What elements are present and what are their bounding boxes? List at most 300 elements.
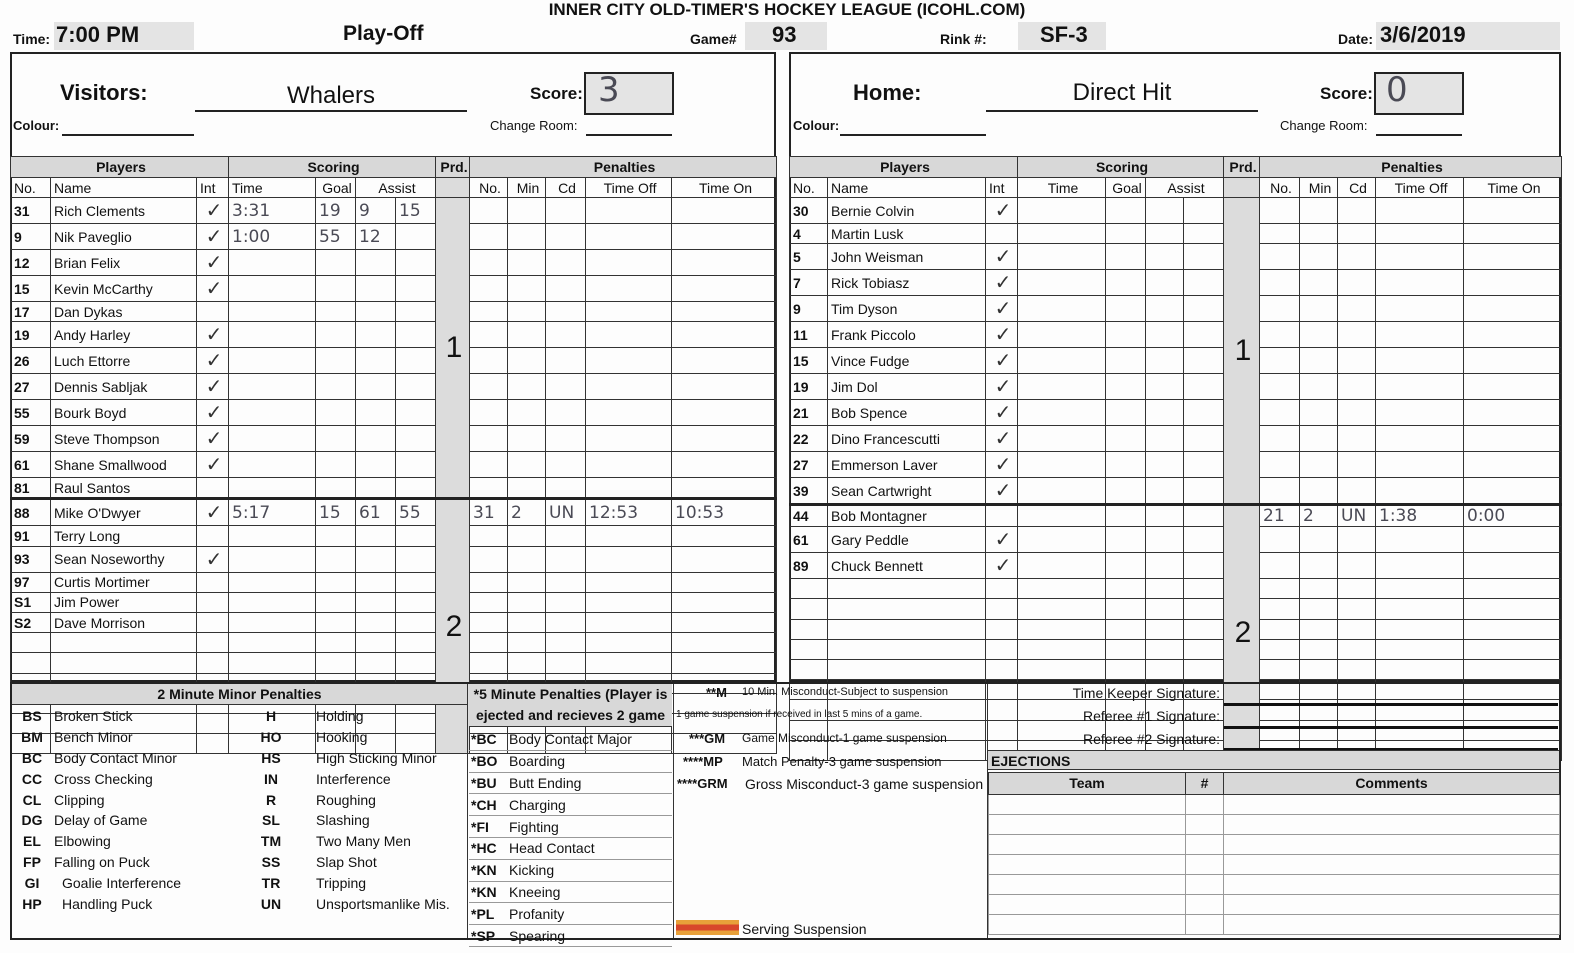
goal-scorer[interactable]	[316, 400, 356, 426]
penalty-minutes[interactable]	[1300, 244, 1338, 270]
penalty-minutes[interactable]	[508, 612, 546, 632]
penalty-minutes[interactable]	[508, 276, 546, 302]
penalty-time-on[interactable]	[1464, 374, 1562, 400]
penalty-time-off[interactable]	[1376, 270, 1464, 296]
penalty-minutes[interactable]	[508, 250, 546, 276]
assist-1[interactable]	[1146, 270, 1184, 296]
assist-1[interactable]	[356, 400, 396, 426]
goal-time[interactable]: 3:31	[229, 198, 316, 224]
penalty-minutes[interactable]	[1300, 639, 1338, 659]
goal-time[interactable]	[229, 250, 316, 276]
ejection-number[interactable]	[1186, 834, 1224, 854]
goal-time[interactable]	[229, 426, 316, 452]
goal-scorer[interactable]	[316, 322, 356, 348]
penalty-time-on[interactable]	[1464, 579, 1562, 599]
penalty-player-no[interactable]	[1260, 198, 1300, 224]
player-name[interactable]: Luch Ettorre	[51, 348, 197, 374]
assist-2[interactable]	[1184, 505, 1224, 527]
penalty-player-no[interactable]	[1260, 553, 1300, 579]
ejection-number[interactable]	[1186, 794, 1224, 814]
penalty-player-no[interactable]	[1260, 659, 1300, 679]
assist-1[interactable]	[1146, 198, 1184, 224]
int-check[interactable]: ✓	[197, 322, 229, 348]
assist-2[interactable]	[1184, 639, 1224, 659]
int-check[interactable]: ✓	[197, 499, 229, 526]
penalty-time-on[interactable]	[672, 400, 777, 426]
player-name[interactable]: Bourk Boyd	[51, 400, 197, 426]
penalty-time-on[interactable]	[1464, 322, 1562, 348]
goal-time[interactable]	[229, 546, 316, 572]
player-number[interactable]: 31	[11, 198, 51, 224]
penalty-player-no[interactable]	[1260, 527, 1300, 553]
home-team-name[interactable]: Direct Hit	[1072, 79, 1172, 106]
ejection-number[interactable]	[1186, 914, 1224, 934]
assist-2[interactable]	[1184, 452, 1224, 478]
int-check[interactable]: ✓	[197, 452, 229, 478]
penalty-minutes[interactable]	[1300, 599, 1338, 619]
ejection-comment[interactable]	[1224, 874, 1560, 894]
penalty-code[interactable]	[546, 653, 586, 673]
penalty-time-on[interactable]	[1464, 527, 1562, 553]
int-check[interactable]	[986, 599, 1018, 619]
penalty-code[interactable]	[546, 374, 586, 400]
player-number[interactable]: 11	[790, 322, 828, 348]
assist-1[interactable]	[356, 633, 396, 653]
int-check[interactable]	[986, 224, 1018, 244]
penalty-code[interactable]	[546, 302, 586, 322]
penalty-code[interactable]: UN	[1338, 505, 1376, 527]
assist-2[interactable]	[1184, 579, 1224, 599]
player-number[interactable]	[790, 619, 828, 639]
int-check[interactable]: ✓	[986, 198, 1018, 224]
goal-scorer[interactable]	[1106, 244, 1146, 270]
penalty-time-off[interactable]	[586, 348, 672, 374]
ejection-comment[interactable]	[1224, 894, 1560, 914]
assist-1[interactable]	[1146, 527, 1184, 553]
goal-time[interactable]	[1018, 322, 1106, 348]
ejection-comment[interactable]	[1224, 914, 1560, 934]
assist-1[interactable]: 61	[356, 499, 396, 526]
ejection-comment[interactable]	[1224, 794, 1560, 814]
penalty-code[interactable]	[1338, 599, 1376, 619]
assist-2[interactable]	[396, 612, 436, 632]
goal-scorer[interactable]	[316, 526, 356, 546]
penalty-player-no[interactable]	[470, 478, 508, 499]
penalty-player-no[interactable]	[1260, 374, 1300, 400]
int-check[interactable]	[197, 653, 229, 673]
penalty-time-on[interactable]	[1464, 659, 1562, 679]
goal-scorer[interactable]	[1106, 599, 1146, 619]
player-name[interactable]: Sean Cartwright	[828, 478, 986, 505]
penalty-time-off[interactable]	[586, 322, 672, 348]
player-name[interactable]: Gary Peddle	[828, 527, 986, 553]
penalty-player-no[interactable]	[1260, 579, 1300, 599]
penalty-player-no[interactable]	[1260, 244, 1300, 270]
penalty-time-on[interactable]	[1464, 348, 1562, 374]
player-number[interactable]: 19	[790, 374, 828, 400]
assist-1[interactable]	[1146, 553, 1184, 579]
penalty-code[interactable]	[546, 526, 586, 546]
goal-time[interactable]	[229, 276, 316, 302]
penalty-code[interactable]	[546, 452, 586, 478]
goal-scorer[interactable]	[316, 348, 356, 374]
penalty-code[interactable]	[546, 572, 586, 592]
goal-scorer[interactable]	[1106, 553, 1146, 579]
penalty-minutes[interactable]	[508, 653, 546, 673]
penalty-time-off[interactable]	[1376, 224, 1464, 244]
assist-1[interactable]: 9	[356, 198, 396, 224]
player-name[interactable]: Tim Dyson	[828, 296, 986, 322]
penalty-code[interactable]	[546, 400, 586, 426]
goal-scorer[interactable]	[1106, 400, 1146, 426]
penalty-minutes[interactable]	[1300, 322, 1338, 348]
assist-2[interactable]	[1184, 659, 1224, 679]
assist-2[interactable]	[396, 400, 436, 426]
penalty-minutes[interactable]	[508, 526, 546, 546]
penalty-time-on[interactable]	[672, 452, 777, 478]
penalty-time-off[interactable]	[1376, 553, 1464, 579]
goal-time[interactable]	[229, 653, 316, 673]
assist-2[interactable]	[1184, 224, 1224, 244]
int-check[interactable]: ✓	[197, 426, 229, 452]
penalty-minutes[interactable]	[1300, 426, 1338, 452]
penalty-code[interactable]	[1338, 639, 1376, 659]
goal-time[interactable]	[1018, 527, 1106, 553]
penalty-player-no[interactable]	[1260, 426, 1300, 452]
ejection-comment[interactable]	[1224, 854, 1560, 874]
assist-2[interactable]	[1184, 527, 1224, 553]
assist-1[interactable]	[356, 452, 396, 478]
penalty-time-off[interactable]	[586, 276, 672, 302]
assist-2[interactable]: 15	[396, 198, 436, 224]
penalty-time-off[interactable]	[586, 452, 672, 478]
penalty-code[interactable]	[546, 426, 586, 452]
assist-2[interactable]	[1184, 296, 1224, 322]
assist-1[interactable]	[356, 302, 396, 322]
player-name[interactable]: Dino Francescutti	[828, 426, 986, 452]
goal-time[interactable]: 1:00	[229, 224, 316, 250]
goal-scorer[interactable]	[316, 302, 356, 322]
penalty-time-on[interactable]	[672, 198, 777, 224]
player-number[interactable]: 44	[790, 505, 828, 527]
penalty-minutes[interactable]	[1300, 553, 1338, 579]
goal-scorer[interactable]	[1106, 348, 1146, 374]
player-number[interactable]: 5	[790, 244, 828, 270]
penalty-player-no[interactable]	[470, 276, 508, 302]
penalty-code[interactable]	[1338, 400, 1376, 426]
penalty-player-no[interactable]	[470, 452, 508, 478]
player-number[interactable]: 22	[790, 426, 828, 452]
goal-scorer[interactable]	[316, 653, 356, 673]
int-check[interactable]: ✓	[986, 244, 1018, 270]
penalty-time-on[interactable]: 0:00	[1464, 505, 1562, 527]
penalty-time-off[interactable]: 1:38	[1376, 505, 1464, 527]
ejection-number[interactable]	[1186, 894, 1224, 914]
goal-time[interactable]	[1018, 619, 1106, 639]
penalty-time-on[interactable]	[1464, 478, 1562, 505]
goal-scorer[interactable]: 19	[316, 198, 356, 224]
int-check[interactable]: ✓	[986, 527, 1018, 553]
penalty-time-on[interactable]	[672, 478, 777, 499]
player-number[interactable]: 27	[790, 452, 828, 478]
assist-1[interactable]	[356, 653, 396, 673]
ejection-number[interactable]	[1186, 854, 1224, 874]
int-check[interactable]: ✓	[986, 296, 1018, 322]
goal-scorer[interactable]	[1106, 322, 1146, 348]
penalty-player-no[interactable]	[470, 322, 508, 348]
player-name[interactable]: Chuck Bennett	[828, 553, 986, 579]
player-number[interactable]: 89	[790, 553, 828, 579]
goal-time[interactable]	[1018, 426, 1106, 452]
player-number[interactable]: 9	[11, 224, 51, 250]
penalty-time-off[interactable]	[586, 374, 672, 400]
int-check[interactable]	[986, 639, 1018, 659]
int-check[interactable]: ✓	[986, 452, 1018, 478]
goal-time[interactable]	[1018, 198, 1106, 224]
penalty-minutes[interactable]	[508, 592, 546, 612]
assist-2[interactable]	[396, 452, 436, 478]
penalty-time-on[interactable]	[672, 612, 777, 632]
player-name[interactable]	[828, 659, 986, 679]
penalty-player-no[interactable]	[470, 633, 508, 653]
int-check[interactable]	[986, 505, 1018, 527]
penalty-minutes[interactable]	[1300, 400, 1338, 426]
penalty-player-no[interactable]	[470, 400, 508, 426]
int-check[interactable]	[197, 478, 229, 499]
assist-1[interactable]	[1146, 599, 1184, 619]
assist-2[interactable]	[1184, 400, 1224, 426]
assist-2[interactable]	[1184, 599, 1224, 619]
penalty-time-off[interactable]	[1376, 296, 1464, 322]
penalty-player-no[interactable]	[1260, 296, 1300, 322]
assist-2[interactable]	[1184, 270, 1224, 296]
player-number[interactable]	[790, 659, 828, 679]
penalty-time-off[interactable]	[1376, 198, 1464, 224]
penalty-minutes[interactable]	[508, 348, 546, 374]
home-colour-line[interactable]	[840, 118, 986, 136]
penalty-time-off[interactable]	[586, 633, 672, 653]
penalty-player-no[interactable]	[1260, 322, 1300, 348]
goal-time[interactable]	[229, 592, 316, 612]
assist-1[interactable]	[1146, 322, 1184, 348]
penalty-code[interactable]	[1338, 374, 1376, 400]
int-check[interactable]: ✓	[197, 400, 229, 426]
penalty-time-off[interactable]	[586, 250, 672, 276]
penalty-player-no[interactable]	[1260, 270, 1300, 296]
penalty-minutes[interactable]	[508, 546, 546, 572]
penalty-player-no[interactable]	[1260, 599, 1300, 619]
player-number[interactable]: 27	[11, 374, 51, 400]
assist-1[interactable]	[1146, 400, 1184, 426]
penalty-time-on[interactable]	[1464, 639, 1562, 659]
penalty-minutes[interactable]	[508, 426, 546, 452]
assist-2[interactable]	[396, 633, 436, 653]
penalty-time-on[interactable]: 10:53	[672, 499, 777, 526]
goal-time[interactable]	[1018, 400, 1106, 426]
assist-2[interactable]	[1184, 553, 1224, 579]
referee1-signature-line[interactable]	[1224, 726, 1558, 729]
assist-2[interactable]	[396, 322, 436, 348]
penalty-player-no[interactable]	[470, 653, 508, 673]
assist-2[interactable]	[396, 374, 436, 400]
penalty-minutes[interactable]	[1300, 348, 1338, 374]
goal-time[interactable]	[229, 612, 316, 632]
player-number[interactable]	[11, 633, 51, 653]
goal-time[interactable]	[1018, 478, 1106, 505]
penalty-time-on[interactable]	[672, 322, 777, 348]
penalty-minutes[interactable]	[508, 400, 546, 426]
penalty-player-no[interactable]	[470, 426, 508, 452]
assist-1[interactable]	[356, 250, 396, 276]
penalty-code[interactable]	[546, 322, 586, 348]
player-name[interactable]: Dave Morrison	[51, 612, 197, 632]
goal-time[interactable]	[1018, 659, 1106, 679]
penalty-minutes[interactable]	[1300, 224, 1338, 244]
int-check[interactable]: ✓	[986, 322, 1018, 348]
penalty-minutes[interactable]	[1300, 579, 1338, 599]
player-number[interactable]: 55	[11, 400, 51, 426]
goal-scorer[interactable]	[316, 250, 356, 276]
goal-scorer[interactable]	[1106, 374, 1146, 400]
player-name[interactable]: Rick Tobiasz	[828, 270, 986, 296]
penalty-time-off[interactable]	[1376, 348, 1464, 374]
player-name[interactable]: Brian Felix	[51, 250, 197, 276]
penalty-code[interactable]	[546, 224, 586, 250]
penalty-code[interactable]	[1338, 579, 1376, 599]
penalty-player-no[interactable]	[470, 224, 508, 250]
player-name[interactable]: Mike O'Dwyer	[51, 499, 197, 526]
penalty-code[interactable]	[546, 276, 586, 302]
penalty-code[interactable]	[546, 348, 586, 374]
player-name[interactable]: Nik Paveglio	[51, 224, 197, 250]
penalty-time-off[interactable]	[586, 653, 672, 673]
penalty-code[interactable]	[1338, 452, 1376, 478]
goal-time[interactable]	[229, 478, 316, 499]
int-check[interactable]: ✓	[986, 400, 1018, 426]
assist-2[interactable]	[396, 224, 436, 250]
assist-2[interactable]	[1184, 348, 1224, 374]
player-number[interactable]: 93	[11, 546, 51, 572]
penalty-minutes[interactable]	[1300, 619, 1338, 639]
player-name[interactable]: Kevin McCarthy	[51, 276, 197, 302]
player-number[interactable]: 59	[11, 426, 51, 452]
ejection-comment[interactable]	[1224, 834, 1560, 854]
ejection-number[interactable]	[1186, 874, 1224, 894]
goal-scorer[interactable]	[1106, 619, 1146, 639]
assist-2[interactable]	[396, 478, 436, 499]
ejection-number[interactable]	[1186, 814, 1224, 834]
goal-scorer[interactable]	[1106, 426, 1146, 452]
penalty-minutes[interactable]	[508, 633, 546, 653]
goal-time[interactable]	[1018, 224, 1106, 244]
goal-time[interactable]	[229, 302, 316, 322]
penalty-player-no[interactable]	[470, 546, 508, 572]
penalty-minutes[interactable]	[508, 224, 546, 250]
visitors-change-room-line[interactable]	[586, 118, 672, 136]
penalty-player-no[interactable]	[470, 592, 508, 612]
player-name[interactable]: Sean Noseworthy	[51, 546, 197, 572]
goal-scorer[interactable]	[316, 426, 356, 452]
penalty-minutes[interactable]	[1300, 659, 1338, 679]
ejection-team[interactable]	[989, 814, 1186, 834]
penalty-time-on[interactable]	[1464, 270, 1562, 296]
goal-time[interactable]	[229, 374, 316, 400]
player-number[interactable]: 19	[11, 322, 51, 348]
int-check[interactable]: ✓	[197, 348, 229, 374]
player-number[interactable]: 4	[790, 224, 828, 244]
penalty-code[interactable]	[1338, 244, 1376, 270]
penalty-time-on[interactable]	[1464, 296, 1562, 322]
goal-scorer[interactable]	[316, 478, 356, 499]
goal-scorer[interactable]: 55	[316, 224, 356, 250]
player-number[interactable]: 15	[790, 348, 828, 374]
goal-scorer[interactable]	[1106, 659, 1146, 679]
penalty-code[interactable]	[1338, 270, 1376, 296]
penalty-time-on[interactable]	[1464, 599, 1562, 619]
penalty-time-off[interactable]	[1376, 478, 1464, 505]
penalty-code[interactable]: UN	[546, 499, 586, 526]
penalty-time-on[interactable]	[672, 224, 777, 250]
player-number[interactable]: 81	[11, 478, 51, 499]
player-name[interactable]	[828, 599, 986, 619]
penalty-code[interactable]	[546, 633, 586, 653]
goal-time[interactable]	[1018, 579, 1106, 599]
penalty-minutes[interactable]	[1300, 452, 1338, 478]
penalty-time-off[interactable]	[1376, 619, 1464, 639]
int-check[interactable]	[986, 579, 1018, 599]
penalty-time-off[interactable]	[586, 592, 672, 612]
goal-scorer[interactable]	[1106, 296, 1146, 322]
assist-1[interactable]	[1146, 452, 1184, 478]
penalty-time-on[interactable]	[1464, 198, 1562, 224]
assist-2[interactable]	[396, 250, 436, 276]
penalty-code[interactable]	[546, 612, 586, 632]
int-check[interactable]: ✓	[197, 198, 229, 224]
player-name[interactable]: Dan Dykas	[51, 302, 197, 322]
penalty-time-off[interactable]	[1376, 244, 1464, 270]
penalty-minutes[interactable]	[508, 198, 546, 224]
penalty-time-on[interactable]	[1464, 619, 1562, 639]
penalty-minutes[interactable]	[1300, 270, 1338, 296]
goal-time[interactable]	[1018, 505, 1106, 527]
penalty-player-no[interactable]	[470, 526, 508, 546]
player-number[interactable]: S1	[11, 592, 51, 612]
penalty-minutes[interactable]	[508, 478, 546, 499]
penalty-player-no[interactable]	[470, 348, 508, 374]
player-number[interactable]: 91	[11, 526, 51, 546]
assist-1[interactable]	[356, 478, 396, 499]
int-check[interactable]: ✓	[986, 348, 1018, 374]
assist-2[interactable]	[1184, 374, 1224, 400]
int-check[interactable]	[986, 659, 1018, 679]
penalty-time-on[interactable]	[1464, 452, 1562, 478]
goal-time[interactable]: 5:17	[229, 499, 316, 526]
penalty-player-no[interactable]	[1260, 452, 1300, 478]
penalty-code[interactable]	[1338, 426, 1376, 452]
assist-1[interactable]	[1146, 224, 1184, 244]
goal-scorer[interactable]	[316, 612, 356, 632]
goal-scorer[interactable]	[1106, 505, 1146, 527]
assist-1[interactable]	[1146, 296, 1184, 322]
ejection-team[interactable]	[989, 874, 1186, 894]
assist-1[interactable]: 12	[356, 224, 396, 250]
assist-2[interactable]	[1184, 478, 1224, 505]
penalty-time-off[interactable]: 12:53	[586, 499, 672, 526]
int-check[interactable]	[197, 592, 229, 612]
penalty-code[interactable]	[1338, 527, 1376, 553]
penalty-time-on[interactable]	[672, 302, 777, 322]
player-name[interactable]	[828, 579, 986, 599]
